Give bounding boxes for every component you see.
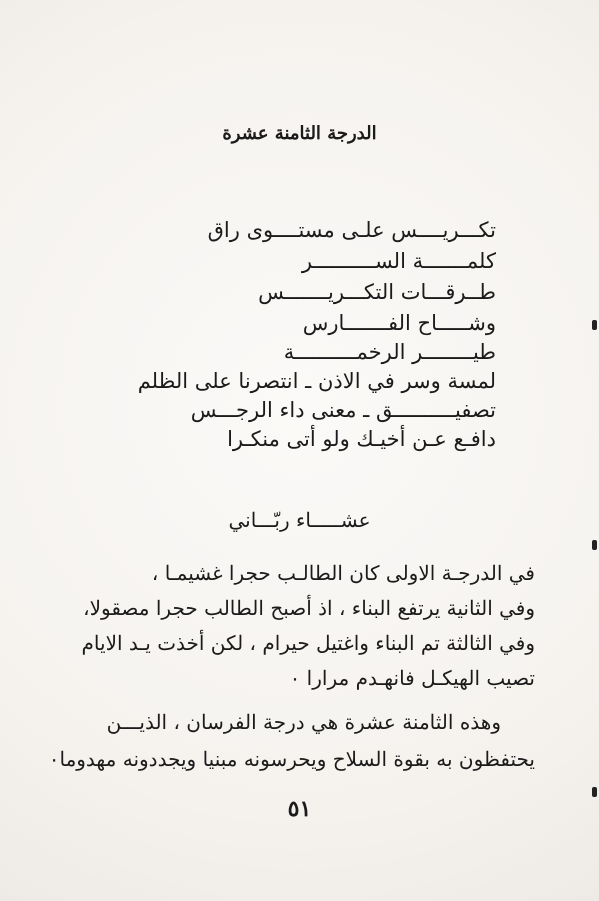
page-edge-mark <box>592 540 597 550</box>
paragraph-line: تصيب الهيكـل فانهـدم مرارا ٠ <box>289 666 535 690</box>
paragraph-line: وهذه الثامنة عشرة هي درجة الفرسان ، الذيـــن <box>106 710 501 734</box>
paragraph-2 <box>48 704 535 778</box>
poem-line: تكـــريــــس علـى مستــــوى راق <box>207 218 496 242</box>
page-edge-mark <box>592 787 597 797</box>
paragraph-1 <box>65 556 535 696</box>
subheading: عشـــــاء ربّـــاني <box>228 508 371 532</box>
paragraph-line: وفي الثانية يرتفع البناء ، اذ أصبح الطالب حجرا مصقولا، <box>83 596 535 620</box>
page-number: ٥١ <box>287 796 312 822</box>
poem-line: دافـع عـن أخيـك ولو أتى منكـرا <box>227 427 496 451</box>
paragraph-line: يحتفظون به بقوة السلاح ويحرسونه مبنيا ويجددونه مهدوما٠ <box>48 747 535 771</box>
poem-line: طــرقـــات التكـــريـــــــس <box>258 280 496 304</box>
poem-line: طيــــــــر الرخمــــــــــة <box>283 340 496 364</box>
page-edge-mark <box>592 320 597 330</box>
poem-line: وشـــــاح الفـــــــارس <box>302 311 496 335</box>
paragraph-line: وفي الثالثة تم البناء واغتيل حيرام ، لكن أخذت يـد الايام <box>81 631 535 655</box>
poem-line: لمسة وسر في الاذن ـ انتصرنا على الظلم <box>137 369 496 393</box>
poem-block <box>137 215 496 455</box>
section-heading: الدرجة الثامنة عشرة <box>222 123 377 144</box>
poem-line: كلمـــــــة الســــــــــر <box>301 249 496 273</box>
poem-line: تصفيــــــــــق ـ معنى داء الرجـــس <box>190 398 496 422</box>
paragraph-line: في الدرجـة الاولى كان الطالـب حجرا غشيمـا ، <box>151 561 535 585</box>
